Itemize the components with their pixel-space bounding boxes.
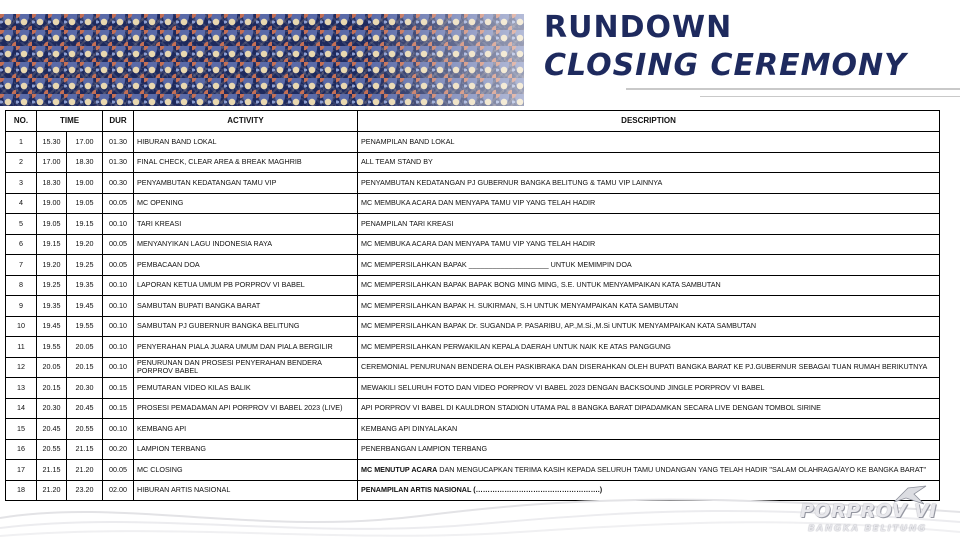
row-start-time: 17.00 — [37, 152, 67, 173]
row-activity: PENYAMBUTAN KEDATANGAN TAMU VIP — [134, 173, 358, 194]
row-start-time: 21.15 — [37, 460, 67, 481]
row-duration: 00.10 — [103, 275, 134, 296]
row-activity: SAMBUTAN BUPATI BANGKA BARAT — [134, 296, 358, 317]
table-row — [6, 378, 940, 399]
row-no: 8 — [6, 275, 37, 296]
row-duration: 01.30 — [103, 152, 134, 173]
row-activity: HIBURAN ARTIS NASIONAL — [134, 480, 358, 501]
row-description — [358, 132, 940, 153]
row-description — [358, 214, 940, 235]
row-end-time: 19.00 — [67, 173, 103, 194]
row-duration: 01.30 — [103, 132, 134, 153]
row-duration: 00.05 — [103, 255, 134, 276]
row-activity: LAMPION TERBANG — [134, 439, 358, 460]
row-description-text: ALL TEAM STAND BY — [361, 157, 433, 167]
table-row — [6, 173, 940, 194]
row-description — [358, 316, 940, 337]
row-duration: 00.05 — [103, 460, 134, 481]
row-no: 3 — [6, 173, 37, 194]
row-description-text: MC MEMPERSILAHKAN BAPAK Dr. SUGANDA P. PASARIBU, AP.,M.Si.,M.Si UNTUK MENYAMPAIKAN KATA SAMBUTAN — [361, 321, 757, 331]
table-row — [6, 214, 940, 235]
row-duration: 00.15 — [103, 378, 134, 399]
row-duration: 00.10 — [103, 337, 134, 358]
row-activity: TARI KREASI — [134, 214, 358, 235]
row-description-text: MC MEMPERSILAHKAN BAPAK ____________________ UNTUK MEMIMPIN DOA — [361, 259, 632, 269]
deco-line-top — [626, 88, 960, 90]
header-no: NO. — [6, 111, 37, 132]
row-description — [358, 234, 940, 255]
row-end-time: 19.55 — [67, 316, 103, 337]
table-row — [6, 419, 940, 440]
row-end-time: 21.15 — [67, 439, 103, 460]
row-no: 13 — [6, 378, 37, 399]
row-duration: 00.15 — [103, 398, 134, 419]
row-description — [358, 173, 940, 194]
row-no: 5 — [6, 214, 37, 235]
row-description-text: PENERBANGAN LAMPION TERBANG — [361, 444, 488, 454]
logo-bangka-belitung: BANGKA BELITUNG — [808, 524, 927, 534]
row-description-text: KEMBANG API DINYALAKAN — [361, 423, 458, 433]
table-row — [6, 316, 940, 337]
table-row — [6, 234, 940, 255]
row-description-text: API PORPROV VI BABEL DI KAULDRON STADION UTAMA PAL 8 BANGKA BARAT DIPADAMKAN SECARA LIVE DENGAN TOMBOL SIRINE — [361, 403, 821, 413]
row-end-time: 19.25 — [67, 255, 103, 276]
row-no: 6 — [6, 234, 37, 255]
row-activity: PROSESI PEMADAMAN API PORPROV VI BABEL 2023 (LIVE) — [134, 398, 358, 419]
row-description-text: PENYAMBUTAN KEDATANGAN PJ GUBERNUR BANGKA BELITUNG & TAMU VIP LAINNYA — [361, 177, 663, 187]
row-no: 2 — [6, 152, 37, 173]
batik-fade — [0, 14, 524, 106]
row-no: 12 — [6, 357, 37, 378]
logo-porprov: PORPROV VI — [800, 500, 937, 522]
row-duration: 00.10 — [103, 214, 134, 235]
row-description-text: MC MEMBUKA ACARA DAN MENYAPA TAMU VIP YANG TELAH HADIR — [361, 239, 596, 249]
header-description: DESCRIPTION — [358, 111, 940, 132]
row-end-time: 19.45 — [67, 296, 103, 317]
row-activity: KEMBANG API — [134, 419, 358, 440]
row-end-time: 20.55 — [67, 419, 103, 440]
row-duration: 00.10 — [103, 316, 134, 337]
row-end-time: 19.05 — [67, 193, 103, 214]
row-no: 4 — [6, 193, 37, 214]
row-description — [358, 255, 940, 276]
row-no: 1 — [6, 132, 37, 153]
row-end-time: 23.20 — [67, 480, 103, 501]
deco-line-bottom — [700, 96, 960, 97]
table-row — [6, 275, 940, 296]
row-activity: PENURUNAN DAN PROSESI PENYERAHAN BENDERA PORPROV BABEL — [134, 357, 358, 378]
row-end-time: 20.45 — [67, 398, 103, 419]
row-duration: 00.30 — [103, 173, 134, 194]
title-closing-ceremony: CLOSING CEREMONY — [544, 48, 907, 83]
table-row — [6, 337, 940, 358]
row-end-time: 17.00 — [67, 132, 103, 153]
row-start-time: 19.15 — [37, 234, 67, 255]
row-start-time: 20.55 — [37, 439, 67, 460]
row-start-time: 18.30 — [37, 173, 67, 194]
row-activity: LAPORAN KETUA UMUM PB PORPROV VI BABEL — [134, 275, 358, 296]
row-activity: PEMBACAAN DOA — [134, 255, 358, 276]
table-row — [6, 193, 940, 214]
table-row — [6, 255, 940, 276]
row-end-time: 18.30 — [67, 152, 103, 173]
row-no: 7 — [6, 255, 37, 276]
row-start-time: 15.30 — [37, 132, 67, 153]
row-description — [358, 275, 940, 296]
row-description — [358, 152, 940, 173]
row-description — [358, 357, 940, 378]
row-activity: PENYERAHAN PIALA JUARA UMUM DAN PIALA BERGILIR — [134, 337, 358, 358]
row-duration: 00.20 — [103, 439, 134, 460]
row-description-text: CEREMONIAL PENURUNAN BENDERA OLEH PASKIBRAKA DAN DISERAHKAN OLEH BUPATI BANGKA BARAT KE PJ.GUBERNUR SEBAGAI TUAN RUMAH BERIKUTNYA — [361, 362, 928, 372]
row-no: 17 — [6, 460, 37, 481]
table-row — [6, 296, 940, 317]
header-activity: ACTIVITY — [134, 111, 358, 132]
row-duration: 00.10 — [103, 419, 134, 440]
row-start-time: 19.55 — [37, 337, 67, 358]
title-rundown: RUNDOWN — [544, 10, 733, 45]
row-duration: 00.10 — [103, 296, 134, 317]
row-start-time: 20.45 — [37, 419, 67, 440]
row-description — [358, 296, 940, 317]
row-activity: PEMUTARAN VIDEO KILAS BALIK — [134, 378, 358, 399]
row-end-time: 19.20 — [67, 234, 103, 255]
row-end-time: 21.20 — [67, 460, 103, 481]
rundown-table — [5, 110, 940, 501]
row-activity: MC OPENING — [134, 193, 358, 214]
row-start-time: 20.05 — [37, 357, 67, 378]
row-activity: MC CLOSING — [134, 460, 358, 481]
row-end-time: 19.35 — [67, 275, 103, 296]
row-activity: FINAL CHECK, CLEAR AREA & BREAK MAGHRIB — [134, 152, 358, 173]
row-no: 9 — [6, 296, 37, 317]
row-start-time: 20.30 — [37, 398, 67, 419]
row-description-text: MC MEMPERSILAHKAN PERWAKILAN KEPALA DAERAH UNTUK NAIK KE ATAS PANGGUNG — [361, 341, 671, 351]
row-end-time: 20.30 — [67, 378, 103, 399]
row-end-time: 20.05 — [67, 337, 103, 358]
row-end-time: 20.15 — [67, 357, 103, 378]
row-description — [358, 193, 940, 214]
row-description-text: MC MEMPERSILAHKAN BAPAK H. SUKIRMAN, S.H UNTUK MENYAMPAIKAN KATA SAMBUTAN — [361, 300, 679, 310]
row-description — [358, 337, 940, 358]
table-row — [6, 152, 940, 173]
row-no: 10 — [6, 316, 37, 337]
row-start-time: 19.05 — [37, 214, 67, 235]
row-no: 15 — [6, 419, 37, 440]
row-activity: HIBURAN BAND LOKAL — [134, 132, 358, 153]
row-start-time: 20.15 — [37, 378, 67, 399]
row-description — [358, 460, 940, 481]
row-duration: 00.10 — [103, 357, 134, 378]
table-row — [6, 439, 940, 460]
row-start-time: 19.35 — [37, 296, 67, 317]
table-row — [6, 132, 940, 153]
row-description-text: DAN MENGUCAPKAN TERIMA KASIH KEPADA SELURUH TAMU UNDANGAN YANG TELAH HADIR "SALAM OLAHRAGA/AYO KE BANGKA BARAT" — [437, 464, 927, 474]
row-duration: 00.05 — [103, 193, 134, 214]
row-description-bold: PENAMPILAN ARTIS NASIONAL (…………………………………………….) — [361, 485, 603, 495]
table-row — [6, 357, 940, 378]
row-description-text: MC MEMPERSILAHKAN BAPAK BAPAK BONG MING MING, S.E. UNTUK MENYAMPAIKAN KATA SAMBUTAN — [361, 280, 721, 290]
row-description — [358, 439, 940, 460]
row-description — [358, 378, 940, 399]
row-no: 18 — [6, 480, 37, 501]
row-no: 16 — [6, 439, 37, 460]
row-start-time: 19.45 — [37, 316, 67, 337]
row-description-text: MEWAKILI SELURUH FOTO DAN VIDEO PORPROV VI BABEL 2023 DENGAN BACKSOUND JINGLE PORPROV VI BABEL — [361, 382, 765, 392]
row-description — [358, 398, 940, 419]
table-row — [6, 460, 940, 481]
row-description — [358, 419, 940, 440]
row-description-text: MC MEMBUKA ACARA DAN MENYAPA TAMU VIP YANG TELAH HADIR — [361, 198, 596, 208]
row-start-time: 19.00 — [37, 193, 67, 214]
row-description-text: PENAMPILAN TARI KREASI — [361, 218, 454, 228]
header-dur: DUR — [103, 111, 134, 132]
row-start-time: 19.25 — [37, 275, 67, 296]
row-no: 14 — [6, 398, 37, 419]
row-no: 11 — [6, 337, 37, 358]
row-description-bold: MC MENUTUP ACARA — [361, 464, 438, 474]
row-start-time: 21.20 — [37, 480, 67, 501]
row-end-time: 19.15 — [67, 214, 103, 235]
row-duration: 02.00 — [103, 480, 134, 501]
row-start-time: 19.20 — [37, 255, 67, 276]
row-activity: MENYANYIKAN LAGU INDONESIA RAYA — [134, 234, 358, 255]
header-time: TIME — [37, 111, 103, 132]
row-duration: 00.05 — [103, 234, 134, 255]
row-activity: SAMBUTAN PJ GUBERNUR BANGKA BELITUNG — [134, 316, 358, 337]
table-header-row — [6, 111, 940, 132]
table-row — [6, 398, 940, 419]
row-description-text: PENAMPILAN BAND LOKAL — [361, 136, 455, 146]
